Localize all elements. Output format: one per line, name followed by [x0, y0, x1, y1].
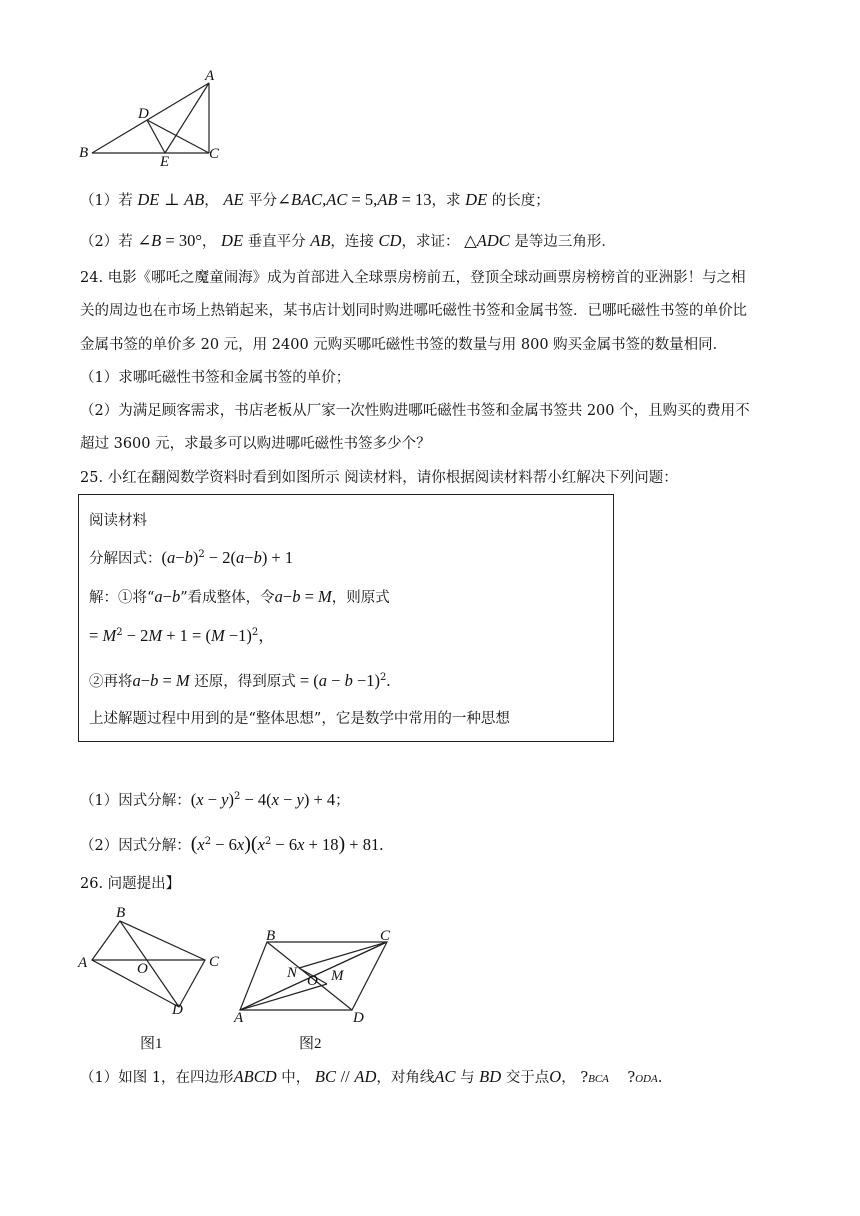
- fig2-label-a: A: [234, 1010, 244, 1026]
- q24-part1: （1）求哪吒磁性书签和金属书签的单价；: [80, 370, 351, 386]
- fig2-label-d: D: [353, 1010, 364, 1026]
- fig1-label-a: A: [78, 955, 88, 971]
- q24-line1: 24. 电影《哪吒之魔童闹海》成为首部进入全球票房榜前五，登顶全球动画票房榜榜首的亚洲影！与之相: [80, 270, 746, 286]
- point-label-d: D: [138, 106, 149, 122]
- fig2-label-m: M: [331, 968, 344, 984]
- figure-1-caption: 图1: [140, 1036, 163, 1052]
- box-title: 阅读材料: [89, 513, 147, 529]
- point-label-e: E: [160, 154, 170, 170]
- point-label-c: C: [209, 146, 220, 162]
- q24-line3: 金属书签的单价多 20 元，用 2400 元购买哪吒磁性书签的数量与用 800 购买金属书签的数量相同．: [80, 337, 728, 353]
- box-line-step1-result: = $M^2 - 2M + 1 = (M -1)^2$，: [89, 626, 275, 645]
- point-label-b: B: [79, 145, 89, 161]
- box-line-factor: 分解因式：$(a-b)^2 - 2(a-b) + 1$: [89, 548, 294, 567]
- q25-intro: 25. 小红在翻阅数学资料时看到如图所示 阅读材料，请你根据阅读材料帮小红解决下列问题：: [80, 470, 678, 486]
- q24-line2: 关的周边也在市场上热销起来，某书店计划同时购进哪吒磁性书签和金属书签．已哪吒磁性书签的单价比: [80, 303, 747, 319]
- q26-title: 26. 问题提出】: [80, 876, 181, 892]
- box-line-step1: 解：①将“a−b”看成整体，令a−b = M，则原式: [89, 587, 390, 606]
- q26-part1: （1）如图 1，在四边形ABCD 中， BC // AD，对角线AC 与 BD 交于点O， ?BCA ?ODA.: [80, 1067, 663, 1086]
- reading-material-box: [78, 494, 614, 742]
- fig2-label-o: O: [307, 973, 318, 989]
- q24-part2-line1: （2）为满足顾客需求，书店老板从厂家一次性购进哪吒磁性书签和金属书签共 200 个，且购买的费用不: [80, 403, 750, 419]
- q25-part2: （2）因式分解：$(x^2 - 6x)(x^2 - 6x + 18) + 81$.: [80, 833, 384, 855]
- fig1-label-d: D: [172, 1002, 183, 1018]
- box-line-step2: ②再将a−b = M 还原，得到原式 = $(a - b -1)^2$.: [89, 671, 391, 690]
- fig1-label-c: C: [209, 954, 220, 970]
- q24-part2-line2: 超过 3600 元，求最多可以购进哪吒磁性书签多少个？: [80, 436, 431, 452]
- q23-part1: （1）若 DE ⊥ AB， AE 平分∠BAC,AC = 5,AB = 13，求 DE 的长度；: [80, 190, 550, 209]
- q23-part2: （2）若 ∠B = 30°， DE 垂直平分 AB，连接 CD，求证： △ADC 是等边三角形．: [80, 231, 616, 250]
- fig2-label-n: N: [287, 965, 298, 981]
- fig2-label-c: C: [380, 928, 391, 944]
- q25-part1: （1）因式分解：$(x - y)^2 - 4(x - y) + 4$；: [80, 790, 350, 809]
- fig1-label-b: B: [116, 905, 126, 921]
- fig1-label-o: O: [137, 961, 148, 977]
- figure-2-caption: 图2: [299, 1036, 322, 1052]
- figure-1-quadrilateral: [78, 905, 228, 1020]
- fig2-label-b: B: [266, 928, 276, 944]
- point-label-a: A: [205, 68, 215, 84]
- box-summary: 上述解题过程中用到的是“整体思想”，它是数学中常用的一种思想: [89, 711, 510, 727]
